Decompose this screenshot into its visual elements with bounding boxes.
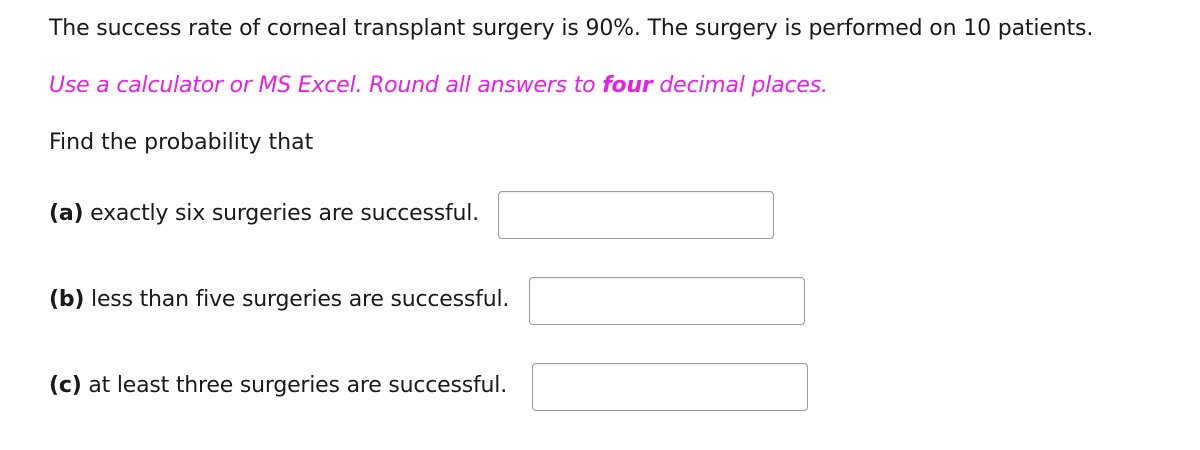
instruction-prefix: Use a calculator or MS Excel. Round all answers to [49, 73, 603, 98]
answer-b-input[interactable] [529, 277, 805, 325]
answer-a-input[interactable] [498, 191, 774, 239]
question-c [49, 375, 507, 397]
question-b-tag: (b) [49, 287, 85, 312]
instruction-text [49, 75, 828, 97]
question-a-text: exactly six surgeries are successful. [83, 201, 479, 226]
answer-c-input[interactable] [532, 363, 808, 411]
instruction-emphasis: four [602, 73, 653, 98]
question-b [49, 289, 509, 311]
question-b-text: less than five surgeries are successful. [84, 287, 510, 312]
question-c-tag: (c) [49, 373, 82, 398]
instruction-suffix: decimal places. [652, 73, 828, 98]
question-a [49, 203, 479, 225]
question-prompt: Find the probability that [49, 130, 314, 155]
question-c-text: at least three surgeries are successful. [81, 373, 507, 398]
question-a-tag: (a) [49, 201, 84, 226]
problem-statement: The success rate of corneal transplant surgery is 90%. The surgery is performed on 10 patients. [49, 16, 1094, 41]
